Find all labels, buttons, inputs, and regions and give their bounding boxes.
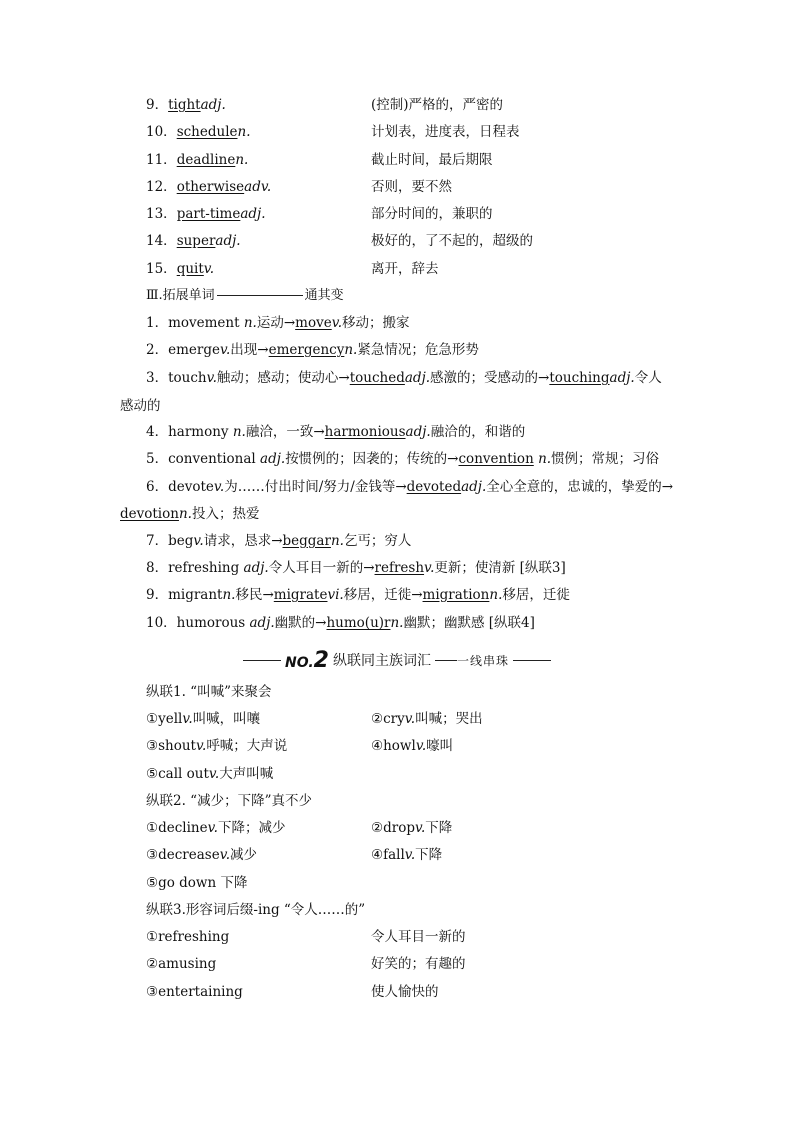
banner-number: NO.2 (285, 647, 329, 673)
banner-title: 纵联同主族词汇 (332, 653, 431, 669)
group1-title: 纵联1. “叫喊”来聚会 (146, 684, 272, 700)
banner-rule-left (243, 660, 281, 661)
banner-rule-mid (435, 660, 457, 661)
group2-item-2: ②dropv.下降 (371, 820, 453, 836)
vocab-meaning-9: (控制)严格的，严密的 (371, 97, 504, 113)
vocab-item-9: 9．tightadj. (146, 97, 226, 113)
group3-item-2-word: ②amusing (146, 956, 217, 972)
vocab-item-13: 13．part-timeadj. (146, 206, 266, 222)
banner-rule-right (513, 660, 551, 661)
vocab-meaning-11: 截止时间，最后期限 (371, 152, 493, 168)
group2-title: 纵联2. “减少；下降”真不少 (146, 793, 312, 809)
expand-item-4: 4．harmony n.融洽，一致→harmoniousadj.融洽的，和谐的 (146, 424, 526, 440)
group2-item-4: ④fallv.下降 (371, 847, 443, 863)
group3-item-1-word: ①refreshing (146, 929, 230, 945)
vocab-item-14: 14．superadj. (146, 233, 241, 249)
group1-item-1: ①yellv.叫喊，叫嚷 (146, 711, 261, 727)
vocab-item-11: 11．deadlinen. (146, 152, 249, 168)
group1-item-2: ②cryv.叫喊；哭出 (371, 711, 483, 727)
expand-item-10: 10．humorous adj.幽默的→humo(u)rn.幽默；幽默感 [纵联4] (146, 615, 535, 631)
expand-item-1: 1．movement n.运动→movev.移动；搬家 (146, 315, 410, 331)
expand-item-5: 5．conventional adj.按惯例的；因袭的；传统的→convention n.惯例；常规；习俗 (146, 451, 660, 467)
group3-item-1-meaning: 令人耳目一新的 (371, 929, 466, 945)
group1-item-4: ④howlv.嚎叫 (371, 738, 454, 754)
vocab-meaning-13: 部分时间的，兼职的 (371, 206, 493, 222)
vocab-item-10: 10．schedulen. (146, 124, 251, 140)
group3-title: 纵联3.形容词后缀-ing “令人……的” (146, 902, 366, 918)
group3-item-2-meaning: 好笑的；有趣的 (371, 956, 466, 972)
heading-rule (217, 295, 303, 296)
group3-item-3-meaning: 使人愉快的 (371, 984, 439, 1000)
vocab-meaning-14: 极好的，了不起的，超级的 (371, 233, 533, 249)
group2-item-3: ③decreasev.减少 (146, 847, 258, 863)
expand-item-6: 6．devotev.为……付出时间/努力/金钱等→devotedadj.全心全意的，忠诚的，挚爱的→ (146, 479, 674, 495)
vocab-meaning-10: 计划表，进度表，日程表 (371, 124, 520, 140)
expand-item-3-cont: 感动的 (120, 398, 161, 414)
expand-item-8: 8．refreshing adj.令人耳目一新的→refreshv.更新；使清新 [纵联3] (146, 560, 566, 576)
expand-item-3: 3．touchv.触动；感动；使动心→touchedadj.感激的；受感动的→touchingadj.令人 (146, 370, 662, 386)
group2-item-5: ⑤go down 下降 (146, 875, 248, 891)
group2-item-1: ①declinev.下降；减少 (146, 820, 286, 836)
section-banner (0, 648, 794, 672)
expand-item-2: 2．emergev.出现→emergencyn.紧急情况；危急形势 (146, 342, 479, 358)
group1-item-3: ③shoutv.呼喊；大声说 (146, 738, 288, 754)
vocab-meaning-15: 离开，辞去 (371, 261, 439, 277)
group3-item-3-word: ③entertaining (146, 984, 243, 1000)
group1-item-5: ⑤call outv.大声叫喊 (146, 766, 274, 782)
expand-item-9: 9．migrantn.移民→migratevi.移居，迁徙→migrationn.移居，迁徙 (146, 587, 570, 603)
expand-item-6-cont: devotionn.投入；热爱 (120, 506, 260, 522)
banner-subtitle: 一线串珠 (456, 653, 509, 668)
section-heading: Ⅲ.拓展单词 通其变 (146, 288, 344, 303)
vocab-meaning-12: 否则，要不然 (371, 179, 452, 195)
vocab-item-12: 12．otherwiseadv. (146, 179, 272, 195)
expand-item-7: 7．begv.请求，恳求→beggarn.乞丐；穷人 (146, 533, 412, 549)
vocab-item-15: 15．quitv. (146, 261, 215, 277)
